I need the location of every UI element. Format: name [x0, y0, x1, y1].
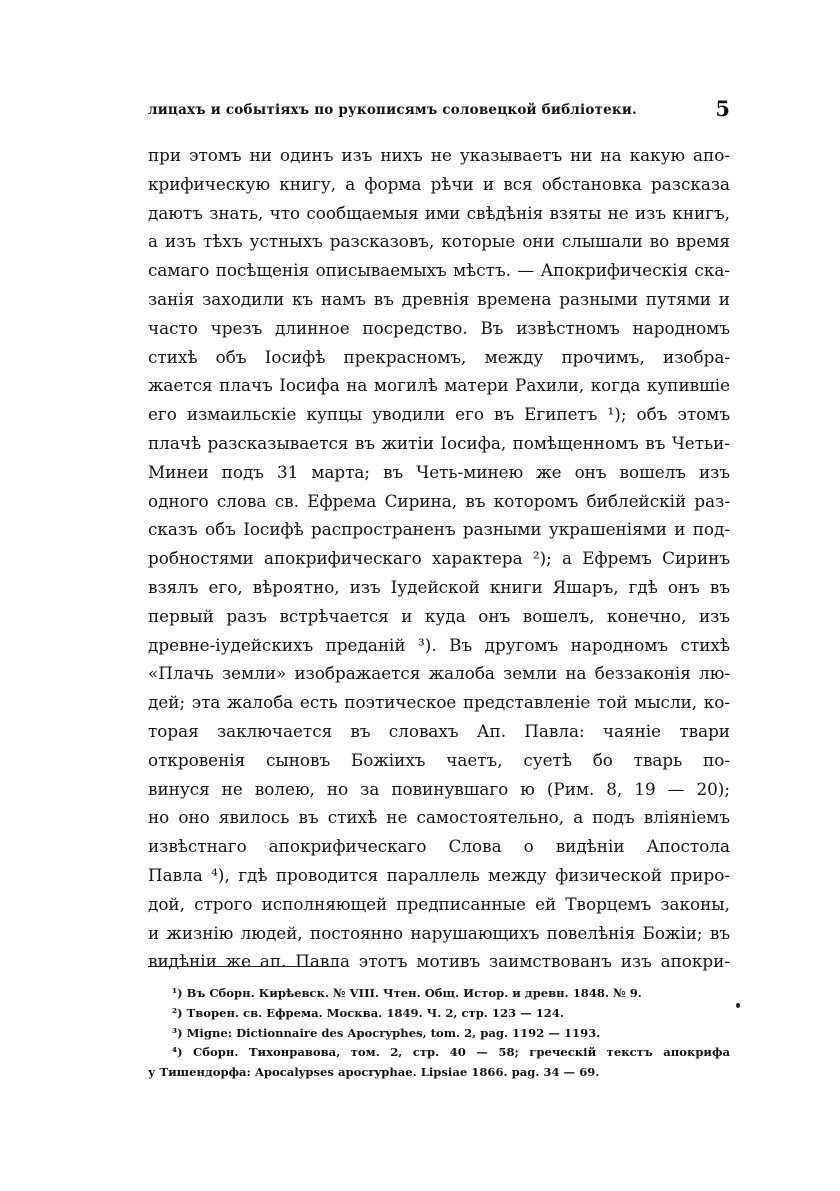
text-line: занія заходили къ намъ въ древнія времена разными путями и — [148, 288, 730, 309]
text-line: а изъ тѣхъ устныхъ разсказовъ, которые они слышали во время — [148, 231, 730, 252]
text-line: часто чрезъ длинное посредство. Въ извѣстномъ народномъ — [148, 317, 730, 338]
page-number: 5 — [715, 96, 730, 121]
ink-speck — [736, 1003, 740, 1008]
text-line: извѣстнаго апокрифическаго Слова о видѣніи Апостола — [148, 836, 730, 857]
text-line: первый разъ встрѣчается и куда онъ вошелъ, конечно, изъ — [148, 605, 730, 626]
footnote-separator — [148, 966, 338, 967]
text-line: стихѣ объ Іосифѣ прекрасномъ, между прочимъ, изобра- — [148, 346, 730, 367]
main-text — [148, 141, 730, 976]
text-line: плачѣ разсказывается въ житіи Іосифа, помѣщенномъ въ Четьи- — [148, 432, 730, 453]
footnote-1: ¹) Въ Сборн. Кирѣевск. № VIII. Чтен. Общ. Истор. и древн. 1848. № 9. — [172, 986, 642, 1000]
text-line: и жизнію людей, постоянно нарушающихъ повелѣнія Божіи; въ — [148, 922, 730, 943]
text-line: робностями апокрифическаго характера ²); а Ефремъ Сиринъ — [148, 548, 730, 569]
text-line: его измаильскіе купцы уводили его въ Египетъ ¹); объ этомъ — [148, 404, 730, 425]
text-line: жается плачъ Іосифа на могилѣ матери Рахили, когда купившіе — [148, 375, 730, 396]
text-line: но оно явилось въ стихѣ не самостоятельно, а подъ вліяніемъ — [148, 807, 730, 828]
text-line: при этомъ ни одинъ изъ нихъ не указываетъ ни на какую апо- — [148, 145, 730, 165]
text-line: винуся не волею, но за повинувшаго ю (Рим. 8, 19 — 20); — [148, 778, 730, 799]
text-line: Павла ⁴), гдѣ проводится параллель между физической приро- — [148, 864, 730, 885]
footnote-2: ²) Творен. св. Ефрема. Москва. 1849. Ч. 2, стр. 123 — 124. — [172, 1005, 564, 1020]
text-line: видѣніи же ап. Павла этотъ мотивъ заимствованъ изъ апокри- — [148, 951, 730, 972]
text-line: взялъ его, вѣроятно, изъ Іудейской книги Яшаръ, гдѣ онъ въ — [148, 576, 730, 597]
text-line: «Плачь земли» изображается жалоба земли на беззаконія лю- — [148, 663, 730, 684]
text-line: откровенія сыновъ Божіихъ чаетъ, суетѣ бо тварь по- — [148, 749, 730, 770]
footnote-3: ³) Migne: Dictionnaire des Apocryphes, tom. 2, pag. 1192 — 1193. — [172, 1025, 601, 1040]
text-line: самаго посѣщенія описываемыхъ мѣстъ. — Апокрифическія ска- — [148, 260, 730, 281]
footnote-4: ⁴) Сборн. Тихонравова, том. 2, стр. 40 — 58; греческій текстъ апокрифа — [172, 1045, 730, 1060]
text-line: древне-іудейскихъ преданій ³). Въ другомъ народномъ стихѣ — [148, 634, 730, 655]
text-line: Минеи подъ 31 марта; въ Четь-минею же онъ вошелъ изъ — [148, 461, 730, 482]
text-line: дой, строго исполняющей предписанные ей Творцемъ законы, — [148, 893, 730, 914]
text-line: крифическую книгу, а форма рѣчи и вся обстановка разсказа — [148, 173, 730, 194]
running-head-title: лицахъ и событіяхъ по рукописямъ соловецкой библіотеки. — [148, 102, 637, 118]
text-line: одного слова св. Ефрема Сирина, въ которомъ библейскій раз- — [148, 490, 730, 511]
footnotes — [148, 984, 730, 1083]
text-line: сказъ объ Іосифѣ распространенъ разными украшеніями и под- — [148, 519, 730, 540]
text-line: торая заключается въ словахъ Ап. Павла: чаяніе твари — [148, 720, 730, 741]
text-line: дей; эта жалоба есть поэтическое представленіе той мысли, ко- — [148, 692, 730, 713]
text-line: даютъ знать, что сообщаемыя ими свѣдѣнія взяты не изъ книгъ, — [148, 202, 730, 223]
running-header — [148, 96, 738, 132]
footnote-4-continuation: у Тишендорфа: Apocalypses apocryphae. Lipsiae 1866. pag. 34 — 69. — [148, 1065, 600, 1080]
